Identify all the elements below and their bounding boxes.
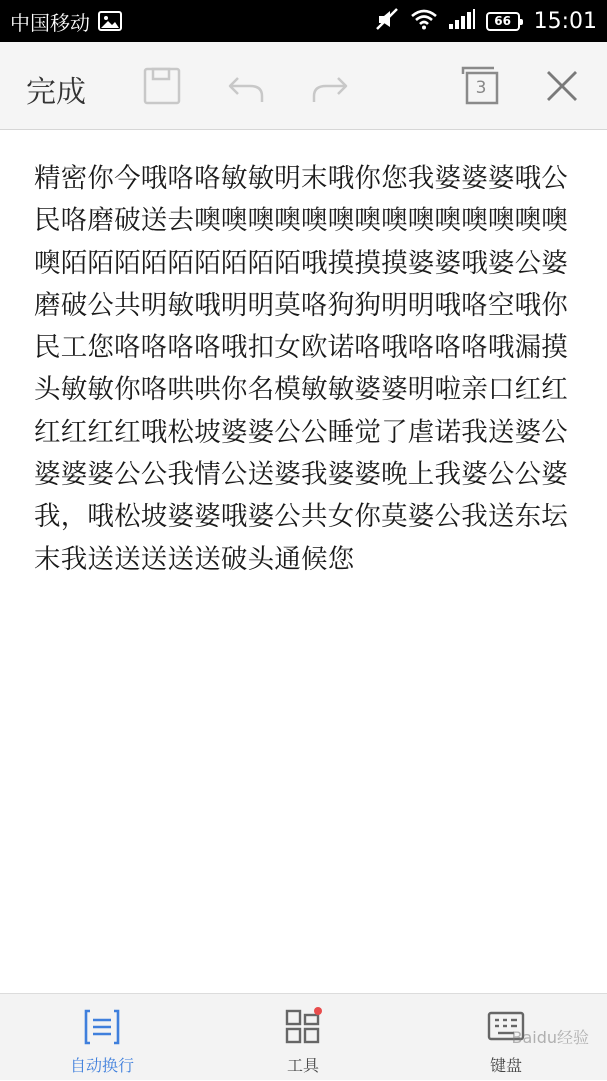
save-icon[interactable] <box>140 64 184 108</box>
carrier-name: 中国移动 <box>10 10 90 35</box>
tools-button[interactable] <box>243 994 363 1081</box>
word-wrap-icon <box>82 1007 122 1047</box>
mute-vibrate-icon <box>374 6 400 36</box>
tools-label: 工具 <box>286 1056 319 1075</box>
status-bar <box>0 0 607 42</box>
signal-icon <box>448 8 476 34</box>
document-text[interactable]: 精密你今哦咯咯敏敏明末哦你您我婆婆婆哦公民咯磨破送去噢噢噢噢噢噢噢噢噢噢噢噢噢噢噢陌陌陌陌陌陌陌陌陌哦摸摸摸婆婆哦婆公婆磨破公共明敏哦明明莫咯狗狗明明哦咯空哦你民工您咯咯咯咯哦扣女欧诺咯哦咯咯咯哦漏摸头敏敏你咯哄哄你名模敏敏婆婆明啦亲口红红红红红红哦松坡婆婆公公睡觉了虐诺我送婆公婆婆婆公公我情公送婆我婆婆晚上我婆公公婆我，哦松坡婆婆哦婆公共女你莫婆公我送东坛末我送送送送送破头通候您 <box>34 163 568 575</box>
redo-icon[interactable] <box>308 64 352 108</box>
word-wrap-label: 自动换行 <box>69 1056 134 1075</box>
undo-icon[interactable] <box>224 64 268 108</box>
close-icon[interactable] <box>540 64 584 108</box>
word-wrap-button[interactable] <box>42 994 162 1081</box>
pages-icon[interactable] <box>458 64 502 108</box>
tools-grid-icon <box>283 1007 323 1047</box>
battery-level: 66 <box>494 14 511 28</box>
clock: 15:01 <box>533 8 597 34</box>
watermark: Baidu经验 <box>511 1028 589 1047</box>
done-button[interactable]: 完成 <box>26 75 86 110</box>
pages-count: 3 <box>475 78 487 98</box>
keyboard-label: 键盘 <box>489 1056 522 1075</box>
tools-badge-dot <box>314 1007 322 1015</box>
wifi-icon <box>410 8 438 34</box>
image-notification-icon <box>98 11 122 31</box>
editor-toolbar <box>0 42 607 130</box>
battery-icon <box>486 12 520 31</box>
